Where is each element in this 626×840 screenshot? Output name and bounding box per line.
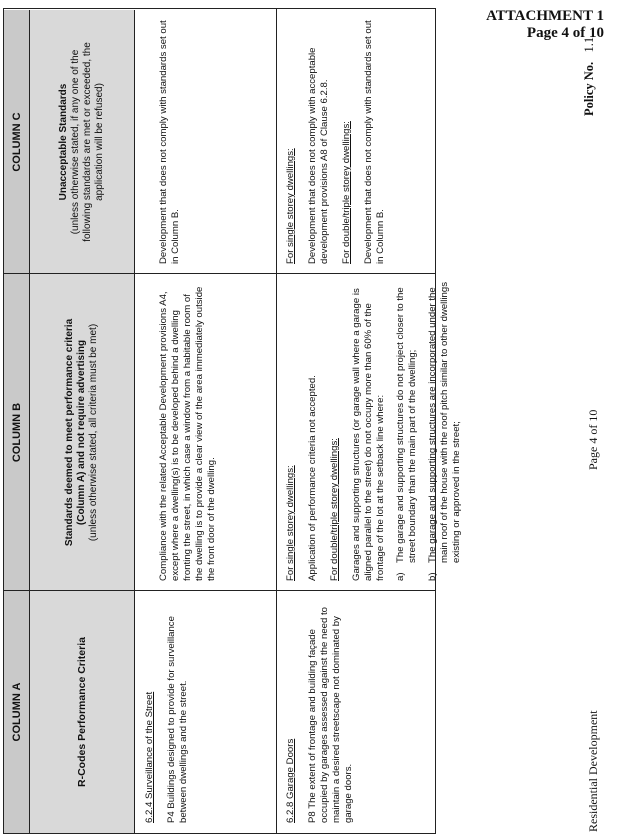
row2-b-single-text: Application of performance criteria not accepted. xyxy=(307,375,318,581)
policy-label: Policy No. xyxy=(582,61,596,116)
item-a-label: a) xyxy=(395,572,406,581)
column-c-sub3: following standards are met or exceeded, the xyxy=(82,42,93,242)
row2-c-double-text: Development that does not comply with standards set out in Column B. xyxy=(363,20,386,264)
row2-c-double-head: For double/triple storey dwellings: xyxy=(341,121,352,264)
item-b-text: The garage and supporting structures are incorporated under the main roof of the house with the roof pitch similar to other dwellings existing or approved in the street; xyxy=(427,281,462,563)
row2-b-item-b xyxy=(427,279,463,581)
row1-column-c xyxy=(144,16,182,264)
column-b-sub3: (unless otherwise stated, all criteria must be met) xyxy=(88,323,99,542)
policy-number xyxy=(582,37,597,116)
row1-c-text: Development that does not comply with standards set out in Column B. xyxy=(158,20,181,264)
column-c-subheader xyxy=(30,10,135,274)
attachment-page: Page 4 of 10 xyxy=(526,25,604,41)
row2-b-double-head: For double/triple storey dwellings: xyxy=(329,438,340,581)
divider-b-c xyxy=(4,273,435,274)
divider-a-b xyxy=(4,590,435,591)
column-c-sub2: (unless otherwise stated, if any one of the xyxy=(70,49,81,235)
row2-c-single-head: For single storey dwellings: xyxy=(285,148,296,264)
column-b-header: COLUMN B xyxy=(4,274,30,591)
row2-b-item-a xyxy=(395,279,419,581)
item-a-text: The garage and supporting structures do not project closer to the street boundary than the main part of the dwelling; xyxy=(395,287,418,563)
row2-b-single-head: For single storey dwellings: xyxy=(285,465,296,581)
column-a-subheader xyxy=(30,591,135,833)
row2-column-c xyxy=(285,16,387,264)
column-b-sub2: (Column A) and not require advertising xyxy=(76,339,87,526)
row-divider xyxy=(276,9,277,833)
column-c-sub4: application will be refused) xyxy=(94,83,105,201)
row1-a-text: P4 Buildings designed to provide for surveillance between dwellings and the street. xyxy=(166,616,189,823)
row2-title: 6.2.8 Garage Doors xyxy=(285,738,296,823)
item-b-label: b) xyxy=(427,572,438,581)
row2-a-text: P8 The extent of frontage and building façade occupied by garages assessed against the need to maintain a desired streetscape not dominated by garage doors. xyxy=(307,606,354,823)
row2-c-single-text: Development that does not comply with acceptable development provisions A8 of Clause 6.2.8. xyxy=(307,47,330,264)
column-b-subheader xyxy=(30,274,135,591)
column-a-header: COLUMN A xyxy=(4,591,30,833)
column-b-sub1: Standards deemed to meet performance criteria xyxy=(64,318,75,547)
row2-column-a xyxy=(285,597,355,823)
footer-left: Residential Development xyxy=(586,710,600,832)
policy-value: 1.1 xyxy=(582,36,596,53)
row1-title: 6.2.4 Surveillance of the Street xyxy=(144,691,155,823)
attachment-title: ATTACHMENT 1 xyxy=(486,8,604,24)
column-a-sub: R-Codes Performance Criteria xyxy=(76,637,88,787)
row1-column-a xyxy=(144,597,190,823)
row1-b-text: Compliance with the related Acceptable Development provisions A4, except where a dwelling(s) is to be developed behind a dwelling fronting the street, in which case a window from a habitable room of the dwelling is to provide a clear view of the area immediately outside the front door of the dwelling. xyxy=(158,286,217,581)
footer-page: Page 4 of 10 xyxy=(586,409,600,470)
column-c-header: COLUMN C xyxy=(4,10,30,274)
row1-column-b xyxy=(144,279,218,581)
row2-b-double-text: Garages and supporting structures (or garage wall where a garage is aligned parallel to the street) do not occupy more than 60% of the frontage of the lot at the setback line where: xyxy=(351,288,386,581)
column-c-sub1: Unacceptable Standards xyxy=(58,83,69,201)
row2-column-b xyxy=(285,279,463,581)
criteria-table xyxy=(3,8,462,834)
